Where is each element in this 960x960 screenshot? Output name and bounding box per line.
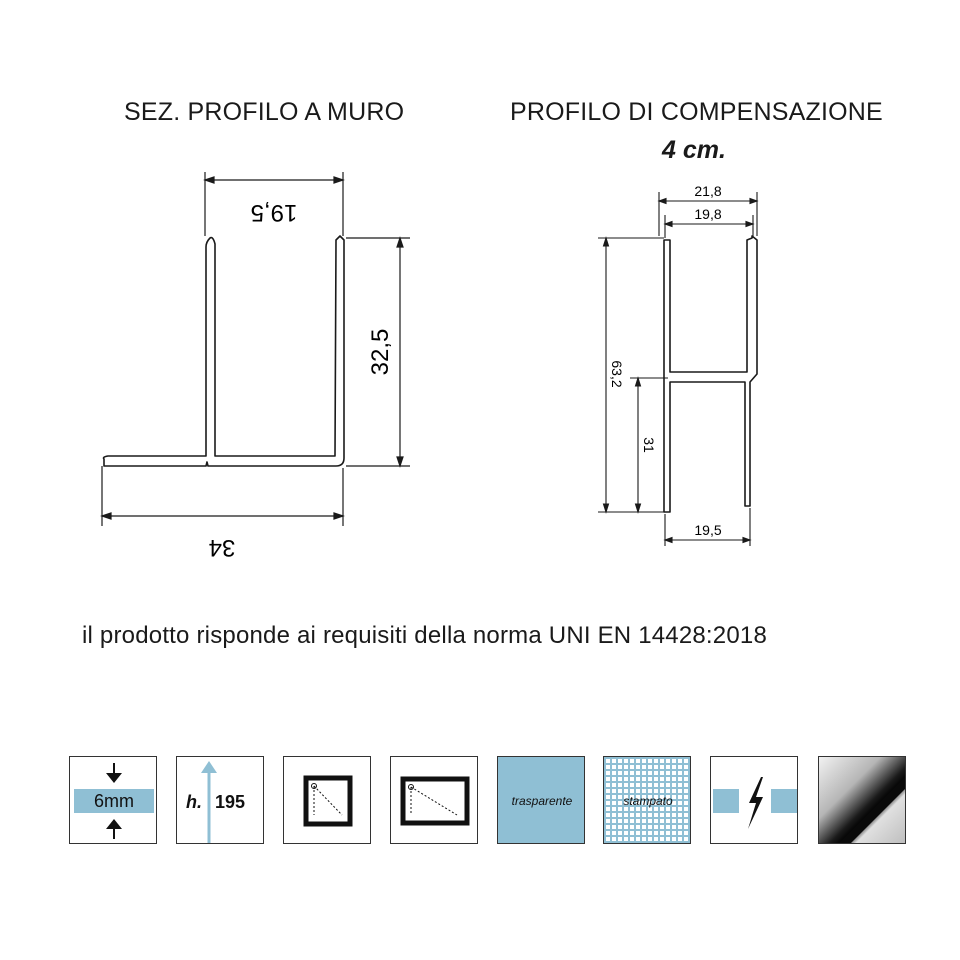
height-value: 195	[215, 792, 246, 812]
reversible-square-frame-icon	[283, 756, 371, 844]
dim-total-height-label: 63,2	[609, 360, 625, 388]
compensation-profile-drawing	[480, 0, 960, 600]
wall-profile-drawing	[0, 0, 480, 600]
dim-height-label: 32,5	[367, 328, 394, 376]
thickness-label: 6mm	[94, 791, 134, 811]
dim-bottom-label: 34	[208, 534, 236, 561]
left-profile-title: SEZ. PROFILO A MURO	[124, 98, 405, 126]
height-icon	[176, 756, 264, 844]
norm-statement: il prodotto risponde ai requisiti della norma UNI EN 14428:2018	[82, 622, 767, 649]
right-profile-title: PROFILO DI COMPENSAZIONE	[510, 98, 883, 126]
dim-bottom-width-label: 19,5	[694, 522, 722, 538]
adjustable-profile-icon	[710, 756, 798, 844]
transparent-glass-icon	[497, 756, 585, 844]
height-prefix: h.	[186, 792, 202, 812]
compensation-profile-outline	[664, 236, 757, 512]
dim-lower-height-label: 31	[641, 437, 657, 453]
dim-inner-width-label: 19,8	[694, 206, 722, 222]
reversible-rect-frame-icon	[390, 756, 478, 844]
chrome-finish-icon	[818, 756, 906, 844]
printed-glass-icon	[603, 756, 691, 844]
dim-outer-width-label: 21,8	[694, 183, 722, 199]
printed-label: stampato	[623, 794, 673, 808]
transparent-label: trasparente	[511, 794, 573, 808]
wall-profile-outline	[104, 236, 345, 466]
dim-top-label: 19,5	[250, 199, 298, 226]
right-profile-subtitle: 4 cm.	[662, 136, 726, 164]
glass-thickness-icon	[69, 756, 157, 844]
